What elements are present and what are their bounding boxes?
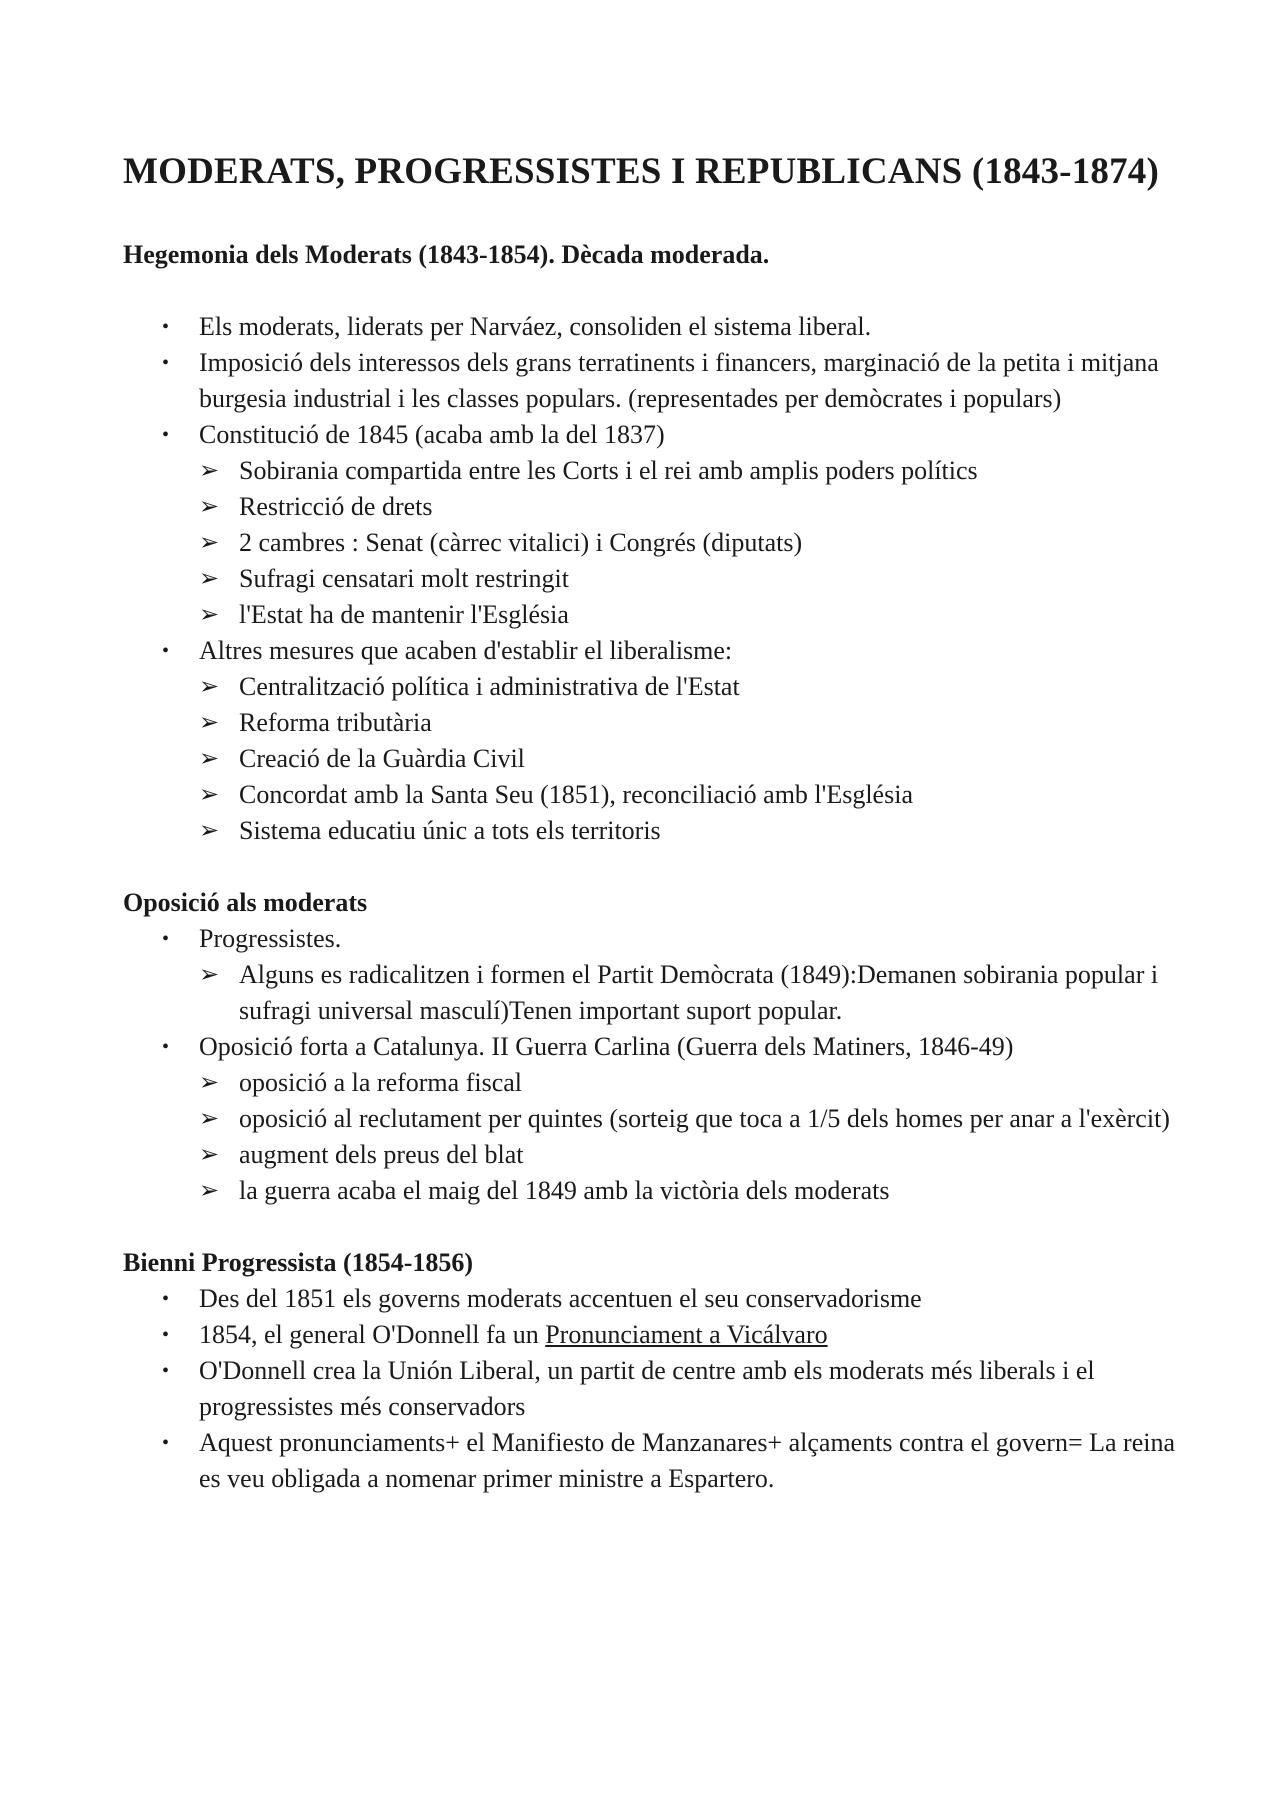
list-item-text: Constitució de 1845 (acaba amb la del 1837) [199,420,665,449]
list-item [162,1353,1180,1425]
arrow-bullet-icon: ➢ [199,1070,220,1096]
sub-list-item [199,741,1180,777]
sub-list-item-text: Concordat amb la Santa Seu (1851), reconciliació amb l'Església [239,780,913,809]
bullet-list [123,1281,1180,1497]
sub-list-item [199,1101,1180,1137]
sub-list [199,669,1180,849]
sub-list-item [199,777,1180,813]
arrow-bullet-icon: ➢ [199,818,220,844]
sub-list-item-text: la guerra acaba el maig del 1849 amb la victòria dels moderats [239,1176,890,1205]
list-item-text: Progressistes. [199,924,342,953]
list-item [162,309,1180,345]
bullet-list [123,309,1180,849]
bullet-icon: • [162,928,170,950]
bullet-icon: • [162,1324,170,1346]
section-heading: Bienni Progressista (1854-1856) [123,1248,474,1277]
list-item-text: Altres mesures que acaben d'establir el liberalisme: [199,636,733,665]
sub-list-item-text: Reforma tributària [239,708,432,737]
arrow-bullet-icon: ➢ [199,782,220,808]
bullet-icon: • [162,1432,170,1454]
sub-list-item-text: Restricció de drets [239,492,433,521]
sub-list-item [199,525,1180,561]
sub-list-item-text: Centralització política i administrativa de l'Estat [239,672,740,701]
section-heading: Oposició als moderats [123,888,368,917]
bullet-icon: • [162,1036,170,1058]
arrow-bullet-icon: ➢ [199,746,220,772]
list-item [162,1317,1180,1353]
arrow-bullet-icon: ➢ [199,458,220,484]
arrow-bullet-icon: ➢ [199,674,220,700]
sub-list-item [199,489,1180,525]
list-item-text: O'Donnell crea la Unión Liberal, un partit de centre amb els moderats més liberals i el progressistes més conservadors [199,1356,1095,1421]
sub-list-item-text: oposició al reclutament per quintes (sorteig que toca a 1/5 dels homes per anar a l'exèrcit) [239,1104,1170,1133]
pronunciament-vicalvaro-link[interactable]: Pronunciament a Vicálvaro [545,1320,828,1349]
sub-list-item-text: Sobirania compartida entre les Corts i el rei amb amplis poders polítics [239,456,978,485]
list-item-text: Aquest pronunciaments+ el Manifiesto de Manzanares+ alçaments contra el govern= La reina es veu obligada a nomenar primer ministre a Espartero. [199,1428,1176,1493]
sub-list-item-text: Sufragi censatari molt restringit [239,564,569,593]
arrow-bullet-icon: ➢ [199,566,220,592]
list-item [162,633,1180,849]
sub-list-item [199,1173,1180,1209]
list-item [162,921,1180,1029]
section-heading: Hegemonia dels Moderats (1843-1854). Dècada moderada. [123,240,770,269]
document-title: MODERATS, PROGRESSISTES I REPUBLICANS (1843-1874) [123,151,1160,192]
section-oposicio-moderats [123,885,1180,1209]
sub-list-item [199,597,1180,633]
list-item-text: Oposició forta a Catalunya. II Guerra Carlina (Guerra dels Matiners, 1846-49) [199,1032,1014,1061]
sub-list [199,957,1180,1029]
bullet-icon: • [162,1360,170,1382]
list-item [162,1281,1180,1317]
sub-list-item-text: l'Estat ha de mantenir l'Església [239,600,569,629]
list-item [162,345,1180,417]
list-item [162,1029,1180,1209]
sub-list [199,1065,1180,1209]
sub-list-item-text: 2 cambres : Senat (càrrec vitalici) i Congrés (diputats) [239,528,803,557]
list-item [162,417,1180,633]
sub-list-item [199,813,1180,849]
bullet-list [123,921,1180,1209]
sub-list-item [199,705,1180,741]
bullet-icon: • [162,640,170,662]
bullet-icon: • [162,316,170,338]
sub-list-item [199,561,1180,597]
arrow-bullet-icon: ➢ [199,1106,220,1132]
arrow-bullet-icon: ➢ [199,962,220,988]
sub-list-item [199,1137,1180,1173]
list-item [162,1425,1180,1497]
list-item-text: Imposició dels interessos dels grans terratinents i financers, marginació de la petita i mitjana burgesia industrial i les classes populars. (representades per demòcrates i populars) [199,348,1159,413]
sub-list-item-text: Creació de la Guàrdia Civil [239,744,525,773]
arrow-bullet-icon: ➢ [199,710,220,736]
arrow-bullet-icon: ➢ [199,1178,220,1204]
sub-list-item [199,669,1180,705]
arrow-bullet-icon: ➢ [199,602,220,628]
bullet-icon: • [162,1288,170,1310]
bullet-icon: • [162,352,170,374]
arrow-bullet-icon: ➢ [199,1142,220,1168]
sub-list-item-text: oposició a la reforma fiscal [239,1068,522,1097]
sub-list-item [199,1065,1180,1101]
arrow-bullet-icon: ➢ [199,494,220,520]
sub-list-item-text: Sistema educatiu únic a tots els territoris [239,816,661,845]
sub-list-item-text: augment dels preus del blat [239,1140,524,1169]
sub-list-item [199,453,1180,489]
arrow-bullet-icon: ➢ [199,530,220,556]
section-bienni-progressista [123,1245,1180,1497]
sub-list-item [199,957,1180,1029]
section-hegemonia-moderats [123,237,1180,849]
sub-list [199,453,1180,633]
sub-list-item-text: Alguns es radicalitzen i formen el Partit Demòcrata (1849):Demanen sobirania popular i sufragi universal masculí)Tenen important suport popular. [239,960,1159,1025]
bullet-icon: • [162,424,170,446]
list-item-text: Els moderats, liderats per Narváez, consoliden el sistema liberal. [199,312,872,341]
list-item-text: 1854, el general O'Donnell fa un [199,1320,546,1349]
list-item-text: Des del 1851 els governs moderats accentuen el seu conservadorisme [199,1284,922,1313]
